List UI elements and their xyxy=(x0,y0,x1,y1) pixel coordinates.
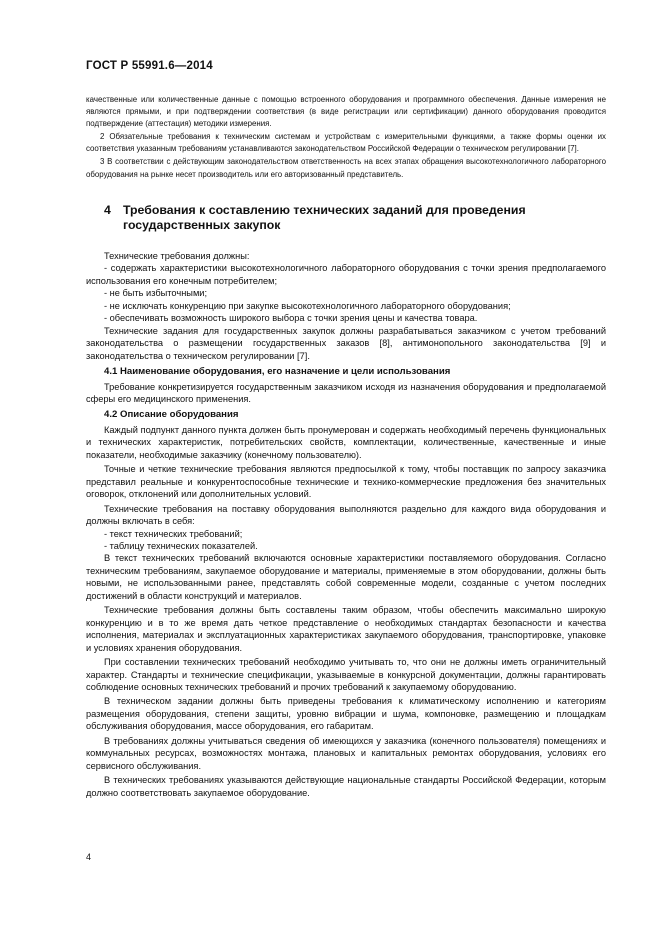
page-number: 4 xyxy=(86,852,92,862)
notes-block xyxy=(86,94,606,181)
requirement-item: - обеспечивать возможность широкого выбора с точки зрения цены и качества товара. xyxy=(104,313,478,324)
subsection-4-1-heading: 4.1 Наименование оборудования, его назначение и цели использования xyxy=(104,366,451,378)
paragraph-4-2-7: В техническом задании должны быть приведены требования к климатическому исполнению и категориям размещения оборудования, степени защиты, уровню вибрации и шума, компоновке, размещению и площадкам обслуживания оборудования, массе оборудования, его габаритам. xyxy=(86,696,606,732)
paragraph-4-2-2: Точные и четкие технические требования являются предпосылкой к тому, чтобы поставщик по запросу заказчика представил реальные и конкурентоспособные технические и технико-коммерческие предложения без значительных оговорок, отклонений или дополнительных условий. xyxy=(86,464,606,500)
paragraph-4-2-9: В технических требованиях указываются действующие национальные стандарты Российской Федерации, которым должно соответствовать закупаемое оборудование. xyxy=(86,775,606,798)
section-title-line1: Требования к составлению технических заданий для проведения xyxy=(123,203,526,217)
paragraph-4-1: Требование конкретизируется государственным заказчиком исходя из назначения оборудования и предполагаемой сферы его медицинского применения. xyxy=(86,381,606,404)
note-3: 3 В соответствии с действующим законодательством ответственность на всех этапах обращения высокотехнологичного лабораторного оборудования на рынке несет производитель или его авторизованный представитель. xyxy=(86,157,606,179)
subsection-4-2-heading: 4.2 Описание оборудования xyxy=(104,409,239,421)
list-item: - текст технических требований; xyxy=(104,528,243,539)
paragraph-tz: Технические задания для государственных закупок должны разрабатываться заказчиком с учетом требований законодательства о размещении государственных заказов [8], антимонопольного законодательства [9] и законодательства о техническом регулировании [7]. xyxy=(86,325,606,361)
paragraph-4-2-6: При составлении технических требований необходимо учитывать то, что они не должны иметь ограничительный характер. Стандарты и технические спецификации, указываемые в конкурсной документации, должны гарантировать соблюдение основных технических требований и прочих требований к закупаемому оборудованию. xyxy=(86,657,606,692)
paragraph-4-2-5: Технические требования должны быть составлены таким образом, чтобы обеспечить максимально широкую конкуренцию и в то же время дать четкое представление о необходимых стандартах безопасности и качества исполнения, материалах и эксплуатационных характеристиках закупаемого оборудования, транспортировке, упаковке и условиях хранения оборудования. xyxy=(86,605,606,653)
requirements-intro: Технические требования должны: xyxy=(104,251,250,261)
section-body xyxy=(86,250,606,799)
requirement-item: - содержать характеристики высокотехнологичного лабораторного оборудования с точки зрения предполагаемого использования его конечным потребителем; xyxy=(86,263,606,286)
section-number: 4 xyxy=(104,203,111,217)
paragraph-4-2-8: В требованиях должны учитываться сведения об имеющихся у заказчика (конечного пользователя) помещениях и коммунальных ресурсах, возможностях монтажа, плановых и капитальных ремонтах оборудования, условиях его сервисного обслуживания. xyxy=(86,735,606,771)
paragraph-4-2-1: Каждый подпункт данного пункта должен быть пронумерован и содержать необходимый перечень функциональных и технических характеристик, потребительских свойств, комплектации, количественные, качественные и иные показатели, необходимые заказчику (конечному пользователю). xyxy=(86,424,606,460)
section-title-line2: государственных закупок xyxy=(123,218,281,232)
paragraph-4-2-3: Технические требования на поставку оборудования выполняются раздельно для каждого вида оборудования и должны включать в себя: xyxy=(86,503,606,527)
requirement-item: - не быть избыточными; xyxy=(104,288,208,299)
paragraph-4-2-4: В текст технических требований включаются основные характеристики поставляемого оборудования. Согласно техническим требованиям, закупаемое оборудование и материалы, применяемые в этом оборудовании, должны быть новыми, не использованными ранее, представлять собой современные модели, созданные с учетом последних достижений в области конструкций и материалов. xyxy=(86,553,606,601)
list-item: - таблицу технических показателей. xyxy=(104,540,258,551)
note-continuation: качественные или количественные данные с помощью встроенного оборудования и программного обеспечения. Данные измерения не являются прямыми, и при подтверждении соответствия (в виде регистрации или сертификации) данного оборудования проводится подтверждение (аттестация) методики измерения. xyxy=(86,95,606,129)
requirement-item: - не исключать конкуренцию при закупке высокотехнологичного лабораторного оборудования; xyxy=(104,300,511,311)
section-heading xyxy=(86,203,606,233)
document-header-title: ГОСТ Р 55991.6—2014 xyxy=(86,60,213,72)
note-2: 2 Обязательные требования к техническим системам и устройствам с измерительными функциями, а также формы оценки их соответствия указанным требованиям устанавливаются законодательством Российской Федерации о техническом регулировании [7]. xyxy=(86,132,606,154)
